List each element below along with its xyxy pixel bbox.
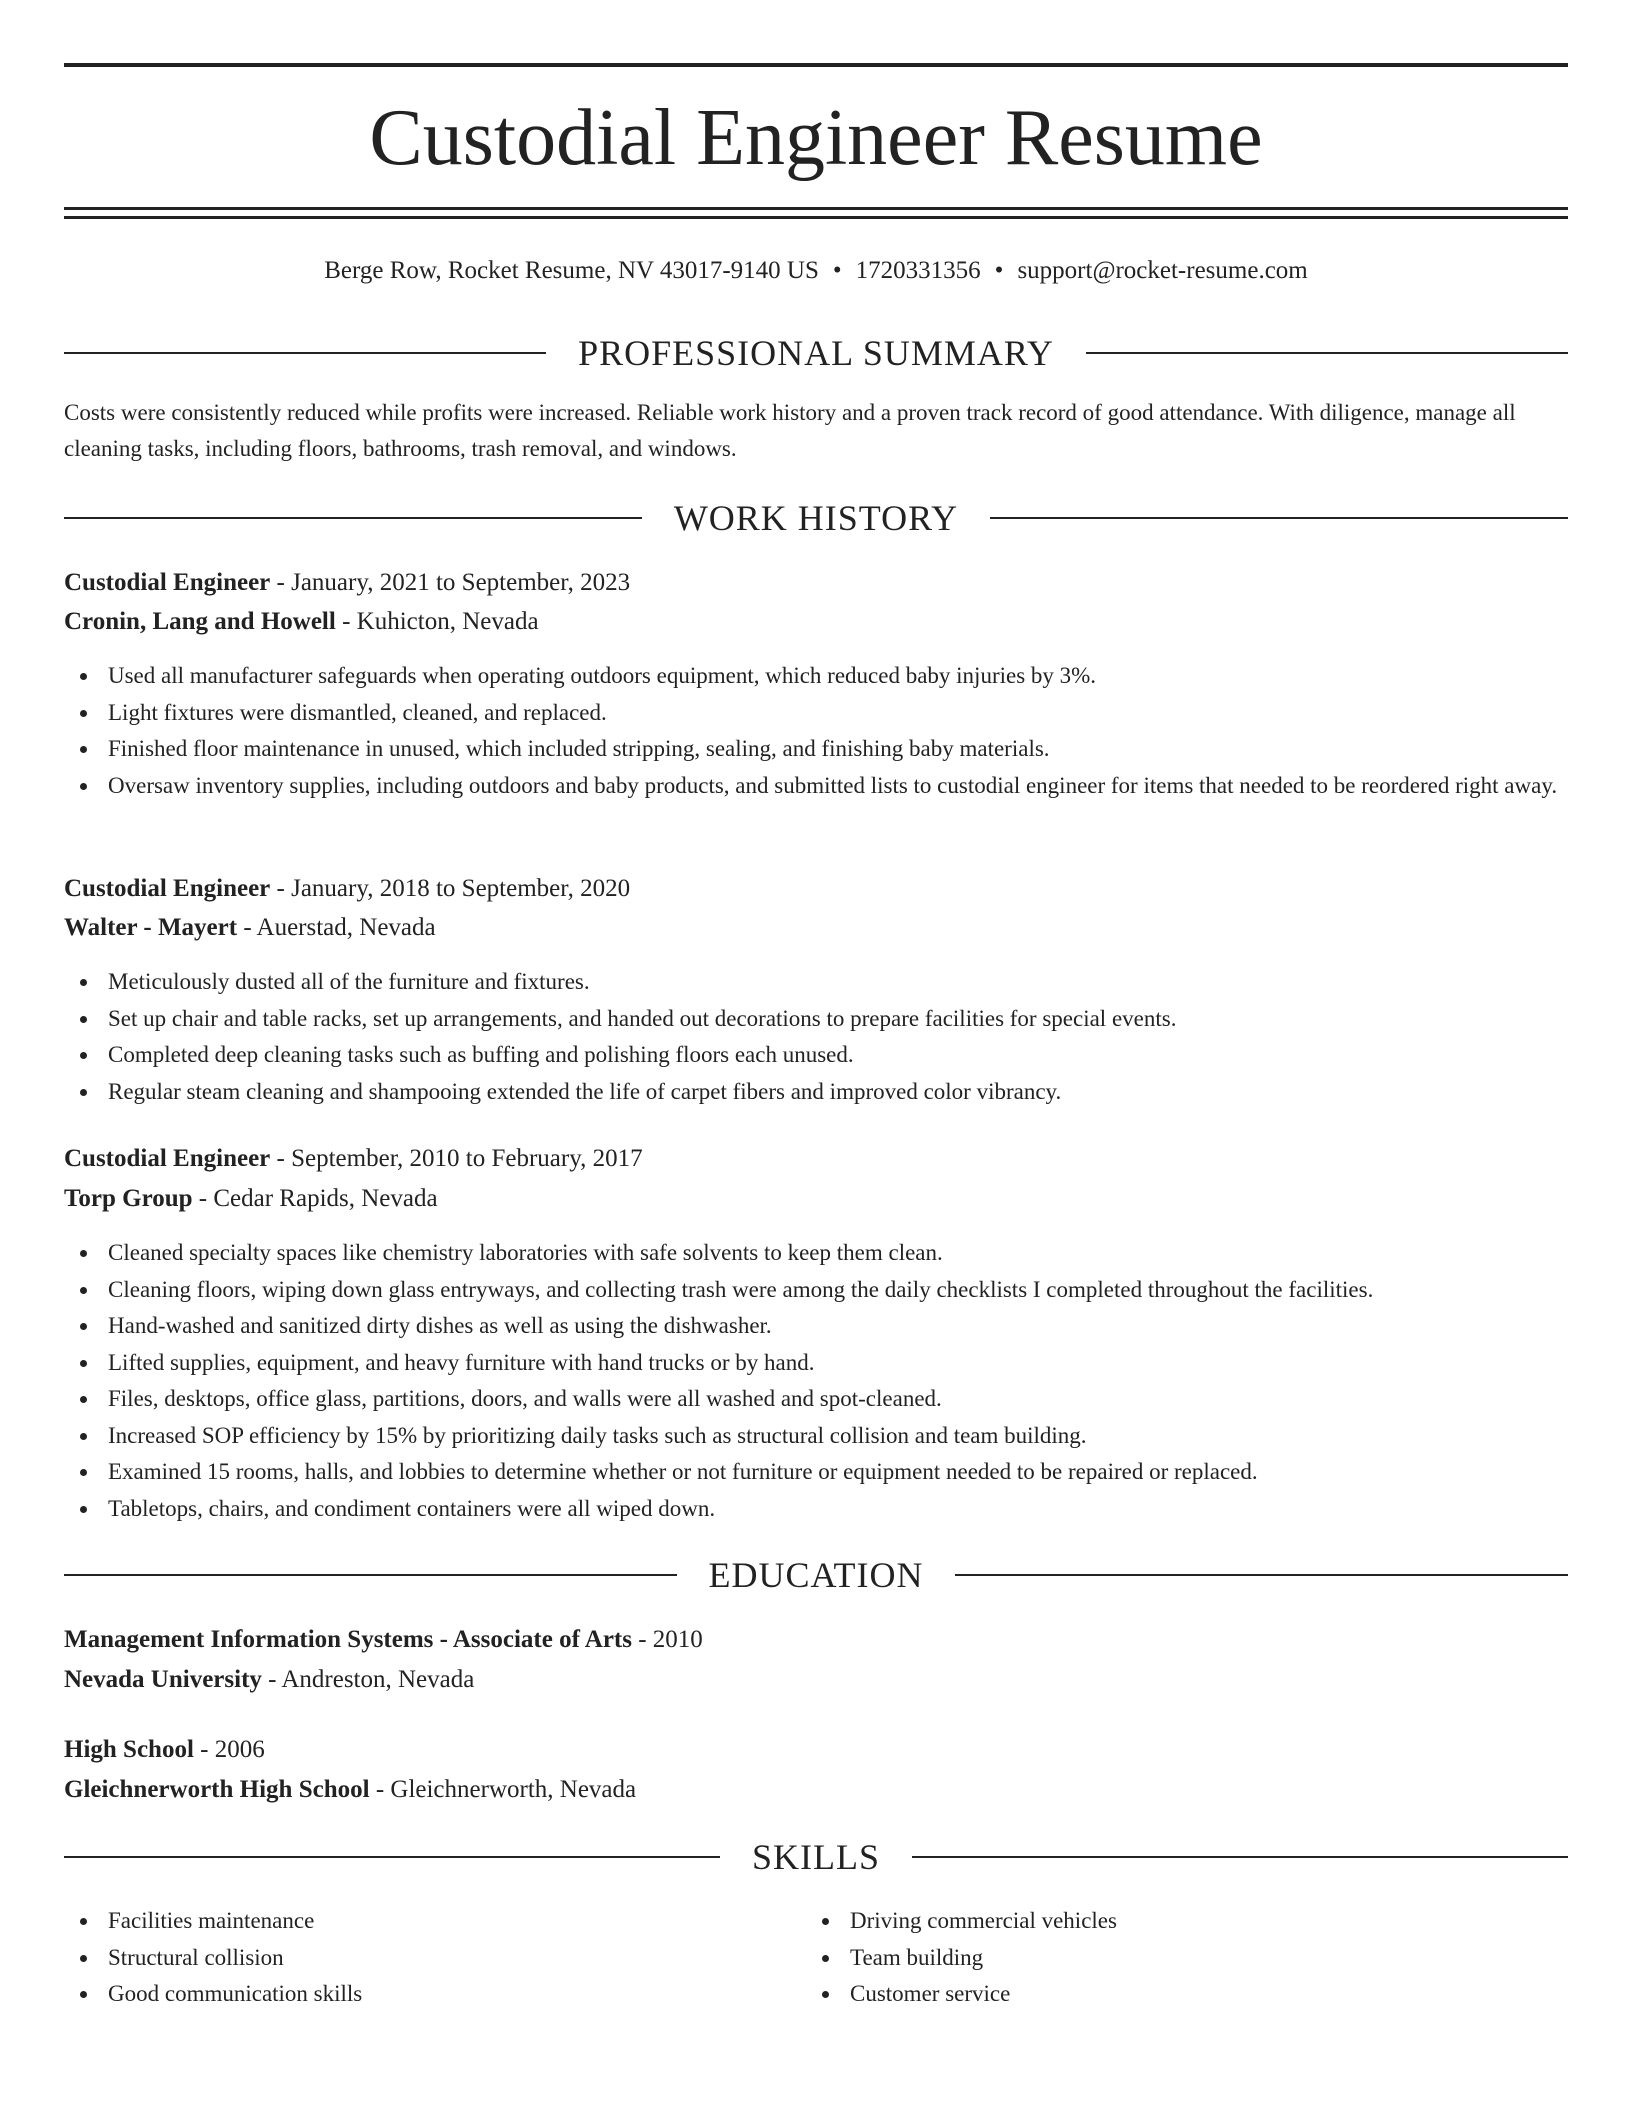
section-header-skills [64,1835,1568,1879]
skill-item: Driving commercial vehicles [806,1903,1506,1940]
job-title: Custodial Engineer [64,875,271,902]
job-title: Custodial Engineer [64,1145,271,1172]
list-item: Finished floor maintenance in unused, which included stripping, sealing, and finishing baby materials. [64,731,1568,768]
skills-list-left [64,1903,764,2013]
contact-separator: • [994,257,1004,284]
job-company: Walter - Mayert [64,914,238,941]
job-bullets [64,964,1568,1110]
title-rule-lower [64,216,1568,219]
section-title: WORK HISTORY [642,498,990,538]
education-school-line [64,1772,1568,1808]
education-year: - 2010 [631,1626,703,1653]
job-company: Cronin, Lang and Howell [64,608,336,635]
education-degree-line [64,1732,1568,1768]
list-item: Examined 15 rooms, halls, and lobbies to determine whether or not furniture or equipment needed to be repaired or replaced. [64,1454,1568,1491]
top-rule [64,63,1568,67]
job-company-line [64,1181,1568,1217]
job-title-line [64,565,1568,601]
summary-text: Costs were consistently reduced while profits were increased. Reliable work history and a proven track record of good attendance. With diligence, manage all cleaning tasks, including floors, bathrooms, trash removal, and windows. [64,400,1516,461]
job-location: - Kuhicton, Nevada [335,608,539,635]
education-degree: High School [64,1736,194,1763]
list-item: Used all manufacturer safeguards when operating outdoors equipment, which reduced baby injuries by 3%. [64,658,1568,695]
list-item: Meticulously dusted all of the furniture and fixtures. [64,964,1568,1001]
section-header-work [64,496,1568,540]
list-item: Increased SOP efficiency by 15% by prioritizing daily tasks such as structural collision and team building. [64,1418,1568,1455]
skill-item: Customer service [806,1976,1506,2013]
education-location: - Gleichnerworth, Nevada [369,1776,637,1803]
job-bullets [64,1235,1568,1527]
list-item: Hand-washed and sanitized dirty dishes as well as using the dishwasher. [64,1308,1568,1345]
list-item: Completed deep cleaning tasks such as buffing and polishing floors each unused. [64,1037,1568,1074]
education-degree-line [64,1622,1568,1658]
list-item: Lifted supplies, equipment, and heavy furniture with hand trucks or by hand. [64,1345,1568,1382]
contact-address: Berge Row, Rocket Resume, NV 43017-9140 US [324,257,819,284]
section-header-education [64,1553,1568,1597]
education-year: - 2006 [193,1736,265,1763]
skill-item: Good communication skills [64,1976,764,2013]
job-title-line [64,1141,1568,1177]
job-title: Custodial Engineer [64,569,271,596]
list-item: Cleaned specialty spaces like chemistry laboratories with safe solvents to keep them clean. [64,1235,1568,1272]
contact-phone: 1720331356 [855,257,981,284]
contact-separator: • [832,257,842,284]
page-title: Custodial Engineer Resume [369,94,1263,182]
education-school: Nevada University [64,1666,262,1693]
skills-list-right [806,1903,1506,2013]
title-rule-upper [64,207,1568,210]
list-item: Light fixtures were dismantled, cleaned, and replaced. [64,695,1568,732]
list-item: Oversaw inventory supplies, including outdoors and baby products, and submitted lists to custodial engineer for items that needed to be reordered right away. [64,768,1568,805]
job-company-line [64,604,1568,640]
job-dates: - January, 2018 to September, 2020 [270,875,631,902]
list-item: Set up chair and table racks, set up arrangements, and handed out decorations to prepare facilities for special events. [64,1001,1568,1038]
job-title-line [64,871,1568,907]
job-bullets [64,658,1568,804]
education-school-line [64,1662,1568,1698]
section-header-summary [64,331,1568,375]
job-location: - Auerstad, Nevada [237,914,436,941]
job-dates: - September, 2010 to February, 2017 [270,1145,643,1172]
list-item: Cleaning floors, wiping down glass entryways, and collecting trash were among the daily checklists I completed throughout the facilities. [64,1272,1568,1309]
job-dates: - January, 2021 to September, 2023 [270,569,631,596]
section-title: EDUCATION [677,1555,956,1595]
contact-line [64,254,1568,288]
skill-item: Structural collision [64,1940,764,1977]
education-location: - Andreston, Nevada [261,1666,475,1693]
education-degree: Management Information Systems - Associate of Arts [64,1626,632,1653]
list-item: Regular steam cleaning and shampooing extended the life of carpet fibers and improved color vibrancy. [64,1074,1568,1111]
job-location: - Cedar Rapids, Nevada [192,1185,438,1212]
list-item: Files, desktops, office glass, partitions, doors, and walls were all washed and spot-cleaned. [64,1381,1568,1418]
contact-email: support@rocket-resume.com [1017,257,1308,284]
skill-item: Team building [806,1940,1506,1977]
job-company: Torp Group [64,1185,193,1212]
job-company-line [64,910,1568,946]
section-title: SKILLS [720,1837,912,1877]
skill-item: Facilities maintenance [64,1903,764,1940]
section-title: PROFESSIONAL SUMMARY [546,333,1086,373]
education-school: Gleichnerworth High School [64,1776,370,1803]
list-item: Tabletops, chairs, and condiment containers were all wiped down. [64,1491,1568,1528]
